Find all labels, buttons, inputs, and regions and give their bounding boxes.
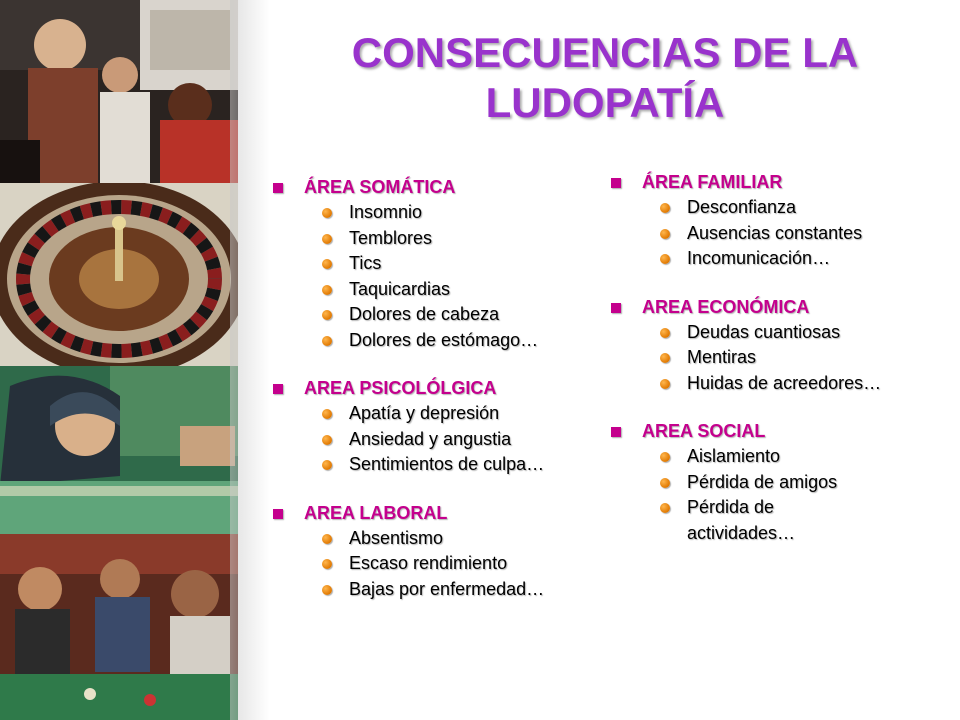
list-item	[270, 277, 600, 303]
section-heading-text: ÁREA SOMÁTICA	[304, 177, 456, 197]
section-item-list	[270, 401, 600, 478]
list-item-text: Dolores de estómago…	[349, 329, 539, 350]
list-item-text: Dolores de cabeza	[349, 304, 500, 324]
section-heading	[270, 175, 600, 200]
section-heading	[270, 376, 600, 401]
section-heading-text: AREA PSICOLÓLGICA	[304, 378, 497, 398]
section-heading-text: AREA LABORAL	[304, 502, 448, 523]
list-item	[270, 577, 600, 603]
list-item-text: Mentiras	[687, 347, 757, 367]
photo-strip-shadow	[230, 0, 270, 720]
list-item	[608, 221, 938, 247]
section-item-list	[270, 526, 600, 603]
list-item-text: Temblores	[349, 227, 433, 248]
list-item-text: Escaso rendimiento	[349, 553, 508, 573]
round-bullet-icon	[322, 310, 332, 320]
list-item-text: Pérdida de actividades…	[687, 497, 796, 543]
list-item-text: Incomunicación…	[687, 248, 831, 268]
section-item-list	[608, 444, 938, 546]
section-item-list	[270, 200, 600, 353]
section-area-laboral	[270, 501, 600, 603]
list-item	[608, 371, 938, 397]
round-bullet-icon	[322, 234, 332, 244]
list-item-text: Absentismo	[349, 527, 444, 548]
round-bullet-icon	[660, 203, 670, 213]
elderly-woman-gambling-photo	[0, 366, 238, 534]
section-heading	[270, 501, 600, 526]
list-item-text: Huidas de acreedores…	[687, 372, 882, 393]
casino-crowd-photo	[0, 0, 238, 183]
round-bullet-icon	[660, 254, 670, 264]
left-bullet-column	[270, 175, 600, 625]
slide-title-line-2: LUDOPATÍA	[485, 79, 725, 126]
square-bullet-icon	[273, 509, 283, 519]
round-bullet-icon	[660, 328, 670, 338]
list-item	[270, 452, 600, 478]
round-bullet-icon	[322, 460, 332, 470]
round-bullet-icon	[322, 285, 332, 295]
round-bullet-icon	[660, 353, 670, 363]
section-area-economica	[608, 295, 938, 397]
list-item	[270, 328, 600, 354]
round-bullet-icon	[660, 478, 670, 488]
photo-strip	[0, 0, 238, 720]
section-heading	[608, 419, 938, 444]
list-item	[608, 495, 837, 546]
section-item-list	[608, 320, 938, 397]
list-item	[270, 302, 600, 328]
section-heading-text: ÁREA FAMILIAR	[642, 172, 783, 192]
square-bullet-icon	[273, 183, 283, 193]
list-item-text: Aislamiento	[687, 446, 781, 466]
right-bullet-column	[608, 170, 938, 569]
section-area-somatica	[270, 175, 600, 353]
round-bullet-icon	[322, 409, 332, 419]
square-bullet-icon	[611, 427, 621, 437]
list-item	[608, 345, 938, 371]
list-item	[608, 195, 938, 221]
list-item	[270, 226, 600, 252]
list-item	[608, 444, 938, 470]
list-item-text: Bajas por enfermedad…	[349, 578, 545, 599]
square-bullet-icon	[611, 178, 621, 188]
round-bullet-icon	[322, 534, 332, 544]
section-heading-text: AREA SOCIAL	[642, 421, 766, 441]
square-bullet-icon	[273, 384, 283, 394]
roulette-wheel-photo	[0, 183, 238, 366]
list-item	[270, 427, 600, 453]
list-item	[608, 320, 938, 346]
slide-title	[270, 28, 940, 128]
slide-title-line-1: CONSECUENCIAS DE LA	[351, 29, 859, 76]
list-item-text: Ansiedad y angustia	[349, 428, 512, 449]
list-item	[270, 251, 600, 277]
gaming-table-crowd-photo	[0, 534, 238, 720]
round-bullet-icon	[322, 559, 332, 569]
list-item-text: Tics	[349, 253, 382, 273]
round-bullet-icon	[322, 585, 332, 595]
list-item-text: Insomnio	[349, 202, 423, 222]
section-area-familiar	[608, 170, 938, 272]
list-item-text: Pérdida de amigos	[687, 471, 838, 492]
list-item	[270, 551, 600, 577]
round-bullet-icon	[660, 229, 670, 239]
round-bullet-icon	[660, 503, 670, 513]
list-item	[270, 526, 600, 552]
list-item-text: Sentimientos de culpa…	[349, 454, 545, 474]
round-bullet-icon	[660, 379, 670, 389]
round-bullet-icon	[322, 435, 332, 445]
list-item	[608, 470, 938, 496]
list-item-text: Apatía y depresión	[349, 403, 500, 423]
list-item-text: Deudas cuantiosas	[687, 321, 841, 342]
list-item-text: Taquicardias	[349, 278, 451, 299]
list-item	[270, 401, 600, 427]
round-bullet-icon	[660, 452, 670, 462]
list-item-text: Ausencias constantes	[687, 222, 863, 243]
section-area-social	[608, 419, 938, 546]
round-bullet-icon	[322, 259, 332, 269]
square-bullet-icon	[611, 303, 621, 313]
section-item-list	[608, 195, 938, 272]
list-item-text: Desconfianza	[687, 197, 797, 217]
section-heading	[608, 170, 938, 195]
list-item	[608, 246, 938, 272]
section-area-psicologica	[270, 376, 600, 478]
section-heading	[608, 295, 938, 320]
list-item	[270, 200, 600, 226]
round-bullet-icon	[322, 208, 332, 218]
section-heading-text: AREA ECONÓMICA	[642, 296, 810, 317]
round-bullet-icon	[322, 336, 332, 346]
